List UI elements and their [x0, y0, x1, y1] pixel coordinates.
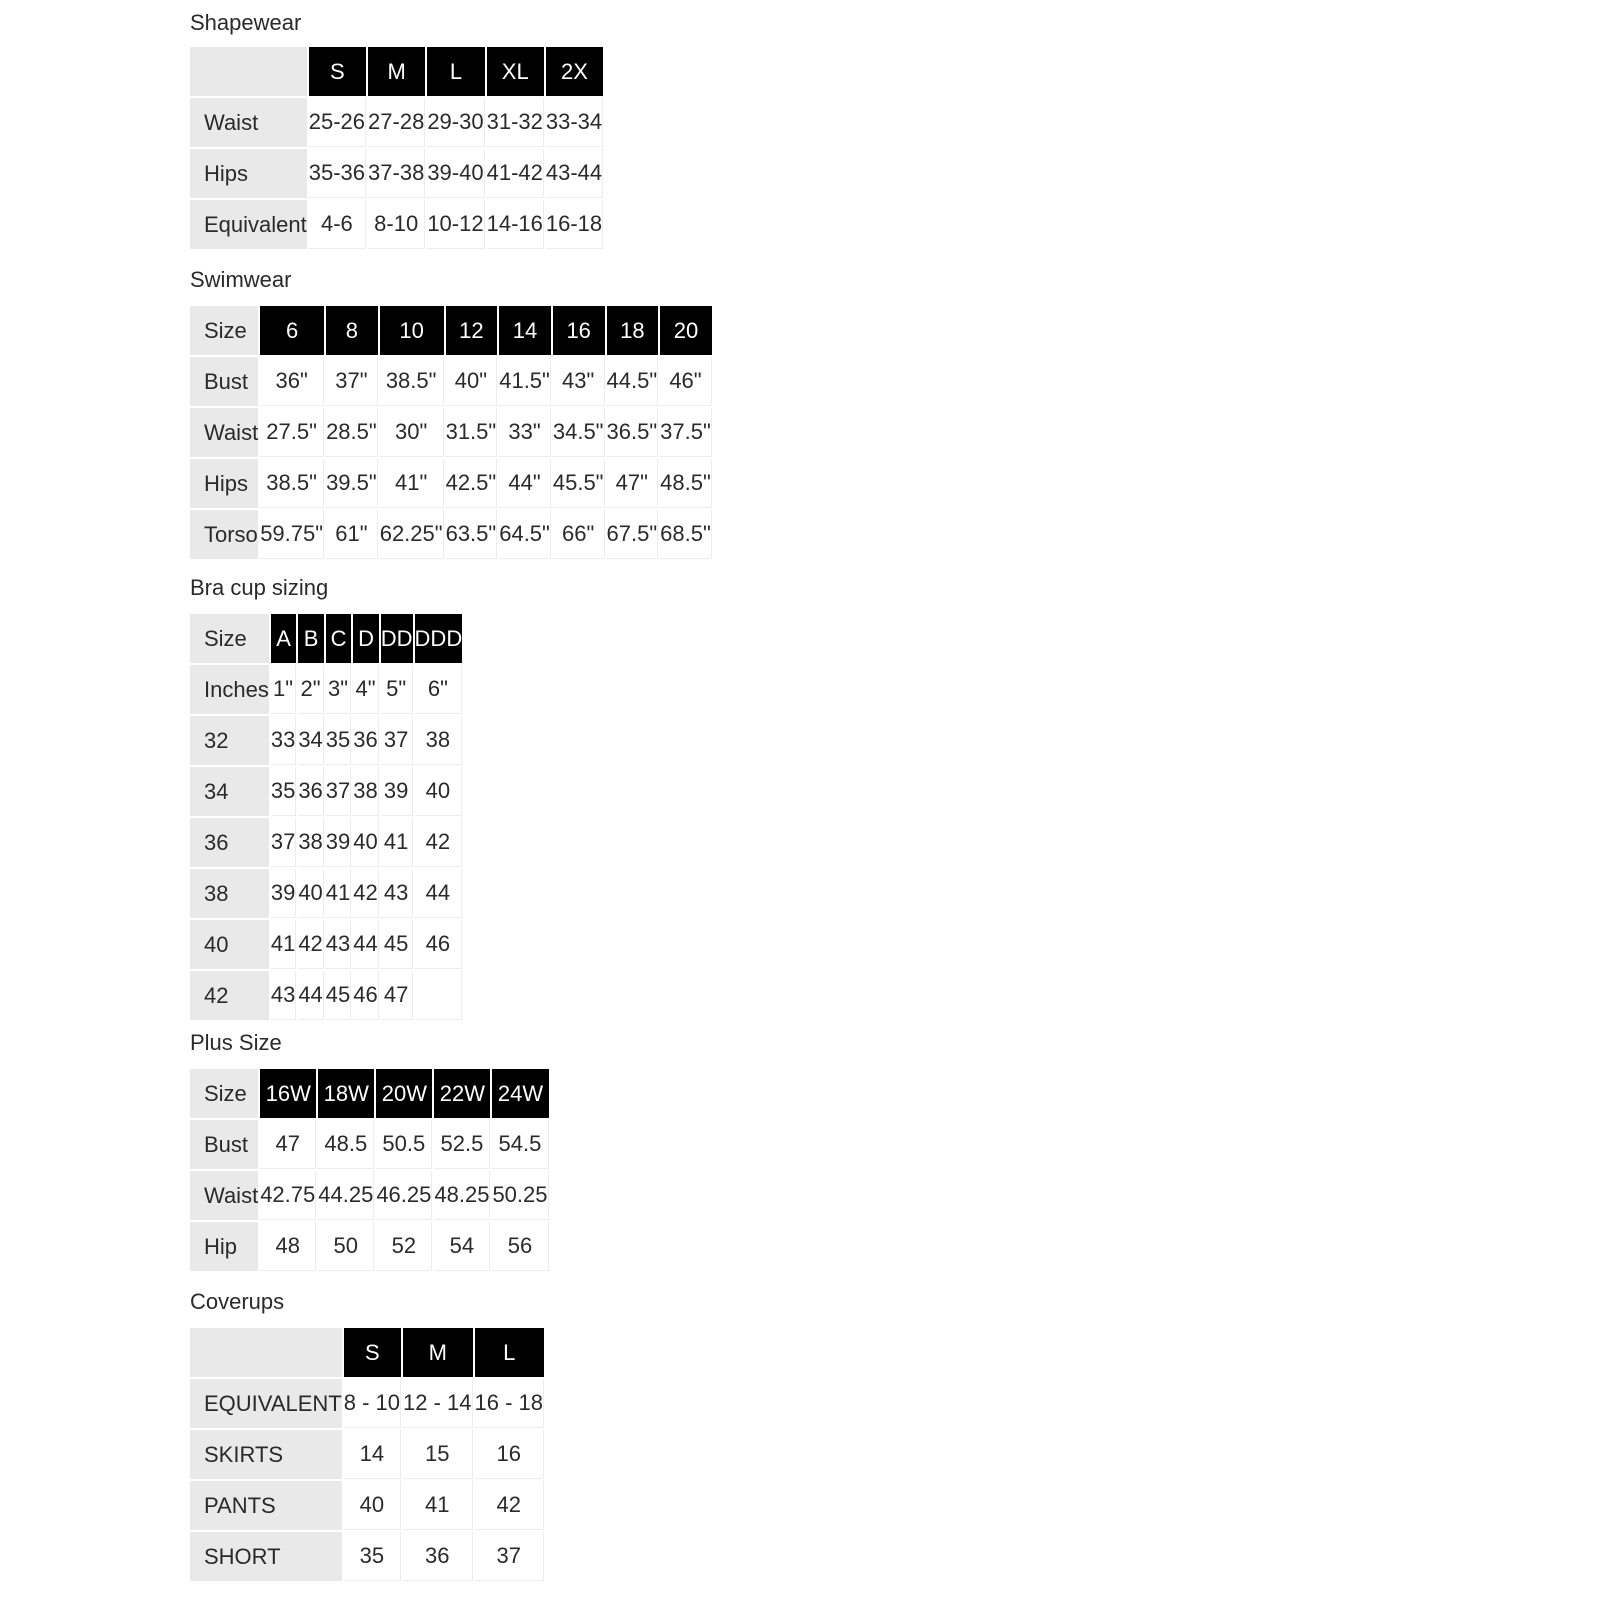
- table-row: [190, 357, 712, 406]
- table-cell: 12 - 14: [403, 1379, 473, 1428]
- table-cell: 39: [381, 767, 413, 816]
- table-cell: 43: [271, 971, 296, 1020]
- table-row: [190, 149, 603, 198]
- table-cell: 41: [326, 869, 351, 918]
- table-cell: 50: [318, 1222, 374, 1271]
- table-cell: 62.25": [380, 510, 444, 559]
- table-cell: 36.5": [607, 408, 659, 457]
- table-cell: 27-28: [368, 98, 425, 147]
- table-cell: 48: [260, 1222, 316, 1271]
- table-cell: 46: [415, 920, 463, 969]
- table-row: [190, 818, 462, 867]
- table-cell: 40: [344, 1481, 401, 1530]
- row-label: 40: [190, 920, 269, 969]
- table-row: [190, 200, 603, 249]
- table-cell: 48.5": [660, 459, 712, 508]
- row-label: PANTS: [190, 1481, 342, 1530]
- column-header: L: [475, 1328, 545, 1377]
- table-cell: 16: [475, 1430, 545, 1479]
- table-cell: 44.25: [318, 1171, 374, 1220]
- table-cell: [415, 971, 463, 1020]
- column-header: S: [344, 1328, 401, 1377]
- plus-size-title: Plus Size: [190, 1030, 282, 1055]
- table-row: [190, 971, 462, 1020]
- bra-cup-sizing-title: Bra cup sizing: [190, 575, 329, 600]
- plus-size-table: [188, 1067, 551, 1273]
- row-label: Hips: [190, 459, 258, 508]
- table-cell: 39: [271, 869, 296, 918]
- table-cell: 4": [353, 665, 378, 714]
- table-cell: 15: [403, 1430, 473, 1479]
- table-cell: 36: [298, 767, 323, 816]
- row-label: EQUIVALENT: [190, 1379, 342, 1428]
- table-cell: 40": [446, 357, 498, 406]
- table-cell: 4-6: [309, 200, 366, 249]
- table-cell: 37: [326, 767, 351, 816]
- column-header: M: [403, 1328, 473, 1377]
- column-header: 18W: [318, 1069, 374, 1118]
- table-cell: 42: [353, 869, 378, 918]
- table-row: [190, 408, 712, 457]
- table-cell: 34.5": [553, 408, 605, 457]
- table-cell: 52: [376, 1222, 432, 1271]
- row-label: Equivalent: [190, 200, 307, 249]
- swimwear-table: [188, 304, 714, 561]
- column-header: L: [427, 47, 484, 96]
- table-cell: 47": [607, 459, 659, 508]
- table-cell: 37: [475, 1532, 545, 1581]
- table-cell: 38.5": [260, 459, 324, 508]
- table-cell: 41: [381, 818, 413, 867]
- table-cell: 6": [415, 665, 463, 714]
- column-header: A: [271, 614, 296, 663]
- table-cell: 16-18: [546, 200, 603, 249]
- row-header-label: Size: [190, 306, 258, 355]
- table-cell: 29-30: [427, 98, 484, 147]
- table-cell: 37: [271, 818, 296, 867]
- table-cell: 8 - 10: [344, 1379, 401, 1428]
- table-cell: 43": [553, 357, 605, 406]
- table-cell: 40: [298, 869, 323, 918]
- table-cell: 37": [326, 357, 378, 406]
- table-cell: 35: [271, 767, 296, 816]
- column-header: 18: [607, 306, 659, 355]
- table-cell: 44.5": [607, 357, 659, 406]
- shapewear-table: [188, 45, 605, 251]
- table-row: [190, 716, 462, 765]
- column-header: DD: [381, 614, 413, 663]
- table-cell: 66": [553, 510, 605, 559]
- table-cell: 39: [326, 818, 351, 867]
- column-header: 16: [553, 306, 605, 355]
- row-label: SHORT: [190, 1532, 342, 1581]
- table-cell: 14: [344, 1430, 401, 1479]
- table-header-row: [190, 306, 712, 355]
- table-cell: 35: [326, 716, 351, 765]
- table-header-row: [190, 1069, 549, 1118]
- table-cell: 38.5": [380, 357, 444, 406]
- table-cell: 1": [271, 665, 296, 714]
- table-cell: 45: [326, 971, 351, 1020]
- table-cell: 67.5": [607, 510, 659, 559]
- table-row: [190, 920, 462, 969]
- table-cell: 59.75": [260, 510, 324, 559]
- table-cell: 45.5": [553, 459, 605, 508]
- table-cell: 54: [434, 1222, 490, 1271]
- row-label: Hips: [190, 149, 307, 198]
- table-cell: 56: [492, 1222, 548, 1271]
- table-cell: 38: [298, 818, 323, 867]
- table-cell: 33": [499, 408, 551, 457]
- row-label: 42: [190, 971, 269, 1020]
- table-cell: 46: [353, 971, 378, 1020]
- table-cell: 68.5": [660, 510, 712, 559]
- table-row: [190, 1379, 544, 1428]
- row-label: Bust: [190, 357, 258, 406]
- table-cell: 44": [499, 459, 551, 508]
- table-cell: 33-34: [546, 98, 603, 147]
- table-cell: 31-32: [487, 98, 544, 147]
- column-header: 6: [260, 306, 324, 355]
- table-cell: 25-26: [309, 98, 366, 147]
- table-cell: 40: [415, 767, 463, 816]
- table-cell: 64.5": [499, 510, 551, 559]
- table-row: [190, 459, 712, 508]
- table-row: [190, 1481, 544, 1530]
- table-cell: 52.5: [434, 1120, 490, 1169]
- column-header: 20W: [376, 1069, 432, 1118]
- table-cell: 5": [381, 665, 413, 714]
- table-cell: 43: [381, 869, 413, 918]
- table-cell: 37: [381, 716, 413, 765]
- table-header-row: [190, 47, 603, 96]
- table-cell: 41: [271, 920, 296, 969]
- table-cell: 14-16: [487, 200, 544, 249]
- table-row: [190, 665, 462, 714]
- table-cell: 46.25: [376, 1171, 432, 1220]
- column-header: 10: [380, 306, 444, 355]
- table-cell: 43-44: [546, 149, 603, 198]
- table-cell: 35-36: [309, 149, 366, 198]
- table-cell: 41: [403, 1481, 473, 1530]
- table-cell: 36: [353, 716, 378, 765]
- row-label: SKIRTS: [190, 1430, 342, 1479]
- table-header-row: [190, 1328, 544, 1377]
- row-label: Inches: [190, 665, 269, 714]
- table-cell: 43: [326, 920, 351, 969]
- row-header-label: Size: [190, 614, 269, 663]
- table-cell: 35: [344, 1532, 401, 1581]
- table-cell: 42: [475, 1481, 545, 1530]
- table-cell: 48.5: [318, 1120, 374, 1169]
- table-cell: 36": [260, 357, 324, 406]
- table-cell: 36: [403, 1532, 473, 1581]
- table-cell: 33: [271, 716, 296, 765]
- row-label: Hip: [190, 1222, 258, 1271]
- table-cell: 50.25: [492, 1171, 548, 1220]
- table-cell: 28.5": [326, 408, 378, 457]
- column-header: XL: [487, 47, 544, 96]
- column-header: 2X: [546, 47, 603, 96]
- table-row: [190, 1171, 549, 1220]
- row-label: Torso: [190, 510, 258, 559]
- table-cell: 54.5: [492, 1120, 548, 1169]
- row-header-label: [190, 47, 307, 96]
- column-header: DDD: [415, 614, 463, 663]
- row-header-label: [190, 1328, 342, 1377]
- coverups-table: [188, 1326, 546, 1583]
- column-header: 20: [660, 306, 712, 355]
- table-cell: 38: [353, 767, 378, 816]
- column-header: S: [309, 47, 366, 96]
- column-header: D: [353, 614, 378, 663]
- table-row: [190, 869, 462, 918]
- row-label: 36: [190, 818, 269, 867]
- table-cell: 8-10: [368, 200, 425, 249]
- table-cell: 27.5": [260, 408, 324, 457]
- table-header-row: [190, 614, 462, 663]
- table-cell: 41.5": [499, 357, 551, 406]
- table-cell: 45: [381, 920, 413, 969]
- table-cell: 41": [380, 459, 444, 508]
- row-label: Waist: [190, 98, 307, 147]
- row-label: Waist: [190, 408, 258, 457]
- table-cell: 39-40: [427, 149, 484, 198]
- table-cell: 42.75: [260, 1171, 316, 1220]
- table-row: [190, 767, 462, 816]
- coverups-title: Coverups: [190, 1289, 285, 1314]
- row-label: Bust: [190, 1120, 258, 1169]
- table-cell: 46": [660, 357, 712, 406]
- column-header: C: [326, 614, 351, 663]
- table-cell: 3": [326, 665, 351, 714]
- column-header: M: [368, 47, 425, 96]
- table-row: [190, 98, 603, 147]
- table-cell: 39.5": [326, 459, 378, 508]
- table-cell: 2": [298, 665, 323, 714]
- column-header: 14: [499, 306, 551, 355]
- table-row: [190, 1222, 549, 1271]
- table-cell: 41-42: [487, 149, 544, 198]
- table-row: [190, 1120, 549, 1169]
- table-row: [190, 1430, 544, 1479]
- table-cell: 48.25: [434, 1171, 490, 1220]
- table-row: [190, 510, 712, 559]
- row-header-label: Size: [190, 1069, 258, 1118]
- swimwear-title: Swimwear: [190, 267, 292, 292]
- column-header: B: [298, 614, 323, 663]
- table-cell: 47: [381, 971, 413, 1020]
- table-cell: 34: [298, 716, 323, 765]
- row-label: 34: [190, 767, 269, 816]
- table-cell: 37-38: [368, 149, 425, 198]
- table-cell: 63.5": [446, 510, 498, 559]
- table-cell: 42: [415, 818, 463, 867]
- table-cell: 44: [415, 869, 463, 918]
- table-cell: 30": [380, 408, 444, 457]
- table-cell: 61": [326, 510, 378, 559]
- table-cell: 16 - 18: [475, 1379, 545, 1428]
- row-label: 32: [190, 716, 269, 765]
- table-cell: 47: [260, 1120, 316, 1169]
- shapewear-title: Shapewear: [190, 10, 302, 35]
- table-cell: 42.5": [446, 459, 498, 508]
- table-cell: 42: [298, 920, 323, 969]
- column-header: 24W: [492, 1069, 548, 1118]
- table-cell: 38: [415, 716, 463, 765]
- table-cell: 31.5": [446, 408, 498, 457]
- column-header: 22W: [434, 1069, 490, 1118]
- column-header: 12: [446, 306, 498, 355]
- table-cell: 40: [353, 818, 378, 867]
- bra-cup-sizing-table: [188, 612, 464, 1022]
- table-cell: 44: [298, 971, 323, 1020]
- table-cell: 44: [353, 920, 378, 969]
- table-cell: 10-12: [427, 200, 484, 249]
- column-header: 8: [326, 306, 378, 355]
- table-cell: 37.5": [660, 408, 712, 457]
- row-label: 38: [190, 869, 269, 918]
- table-row: [190, 1532, 544, 1581]
- row-label: Waist: [190, 1171, 258, 1220]
- table-cell: 50.5: [376, 1120, 432, 1169]
- column-header: 16W: [260, 1069, 316, 1118]
